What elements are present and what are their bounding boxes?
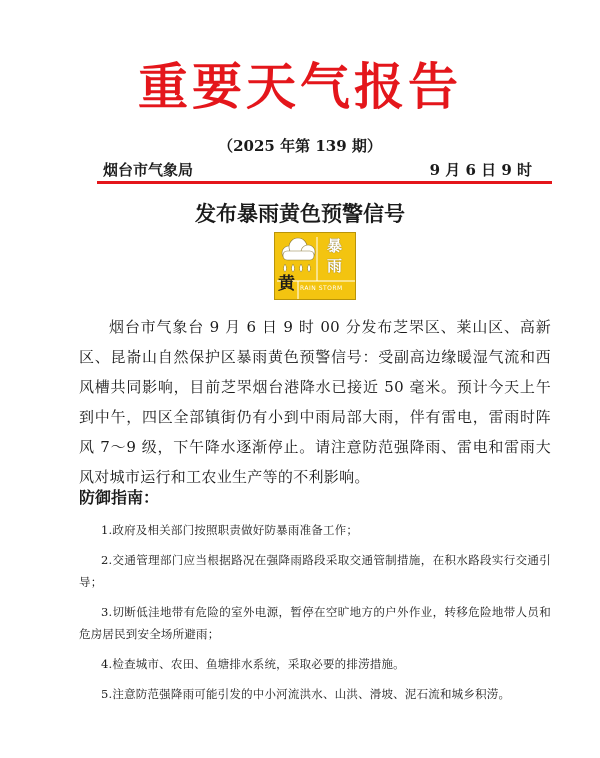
signal-english-label: RAIN STORM [300,285,343,292]
guide-item-4: 4.检查城市、农田、鱼塘排水系统，采取必要的排涝措施。 [101,657,405,671]
signal-char-bao: 暴 [327,237,343,255]
defense-guide-title: 防御指南： [79,488,160,507]
rainstorm-yellow-signal-icon [274,232,356,300]
report-title: 重要天气报告 [138,57,462,116]
guide-item-1: 1.政府及相关部门按照职责做好防暴雨准备工作； [101,523,359,537]
guide-item-2: 2.交通管理部门应当根据路况在强降雨路段采取交通管制措施，在积水路段实行交通引导； [79,553,551,589]
issue-date: 9 月 6 日 9 时 [429,161,532,179]
defense-guide-list [79,519,551,713]
signal-char-yu: 雨 [327,257,343,275]
header-divider [97,181,552,184]
guide-item-5: 5.注意防范强降雨可能引发的中小河流洪水、山洪、滑坡、泥石流和城乡积涝。 [101,687,511,701]
warning-body-text: 烟台市气象台 9 月 6 日 9 时 00 分发布芝罘区、莱山区、高新区、昆嵛山自然保护区暴雨黄色预警信号：受副高边缘暖湿气流和西风槽共同影响，目前芝罘烟台港降水已接近 50 毫米。预计今天上午到中午，四区全部镇街仍有小到中雨局部大雨，伴有雷电，雷雨时阵风 7～9 级，下午降水逐渐停止。请注意防范强降雨、雷电和雷雨大风对城市运行和工农业生产等的不利影响。 [79,318,551,486]
warning-headline: 发布暴雨黄色预警信号 [195,202,405,226]
issuing-agency: 烟台市气象局 [103,161,194,179]
guide-item-3: 3.切断低洼地带有危险的室外电源，暂停在空旷地方的户外作业，转移危险地带人员和危房居民到安全场所避雨； [79,605,551,641]
issue-number: （2025 年第 139 期） [218,137,382,155]
signal-level-char: 黄 [278,274,295,294]
